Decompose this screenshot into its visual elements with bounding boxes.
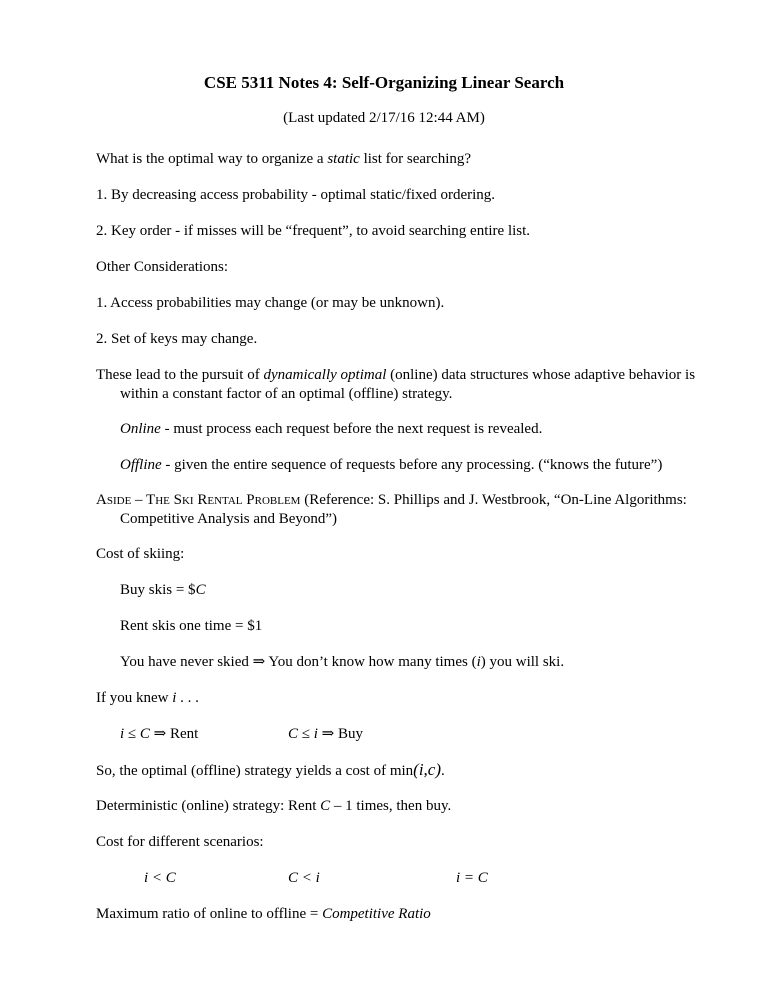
online-definition: Online - must process each request before the next request is revealed. — [120, 421, 543, 437]
scenario-i-equals-c: i = C — [456, 870, 488, 886]
scenarios-heading: Cost for different scenarios: — [96, 834, 264, 850]
cost-of-skiing-heading: Cost of skiing: — [96, 546, 185, 562]
deterministic-strategy: Deterministic (online) strategy: Rent C – 1 times, then buy. — [96, 798, 452, 814]
scenario-i-less-c: i < C — [144, 870, 176, 886]
question-static-list: What is the optimal way to organize a static list for searching? — [96, 151, 472, 167]
last-updated: (Last updated 2/17/16 12:44 AM) — [283, 110, 485, 126]
emphasis-static: static — [327, 151, 360, 167]
term-competitive-ratio: Competitive Ratio — [322, 906, 431, 922]
consideration-1: 1. Access probabilities may change (or may be unknown). — [96, 295, 445, 311]
consideration-2: 2. Set of keys may change. — [96, 331, 258, 347]
rent-skis-cost: Rent skis one time = $1 — [120, 618, 263, 634]
condition-rent: i ≤ C ⇒ Rent — [120, 726, 199, 742]
lead-paragraph-line-2: within a constant factor of an optimal (offline) strategy. — [120, 386, 453, 402]
other-considerations-heading: Other Considerations: — [96, 259, 229, 275]
if-you-knew: If you knew i . . . — [96, 690, 199, 706]
lead-paragraph-line-1: These lead to the pursuit of dynamically optimal (online) data structures whose adaptive behavior is — [96, 367, 696, 383]
competitive-ratio-statement: Maximum ratio of online to offline = Competitive Ratio — [96, 906, 431, 922]
buy-skis-cost: Buy skis = $C — [120, 582, 206, 598]
list-item-2: 2. Key order - if misses will be “frequent”, to avoid searching entire list. — [96, 223, 531, 239]
never-skied-statement: You have never skied ⇒ You don’t know how many times (i) you will ski. — [120, 654, 565, 670]
offline-definition: Offline - given the entire sequence of requests before any processing. (“knows the future”) — [120, 457, 663, 473]
page-title: CSE 5311 Notes 4: Self-Organizing Linear Search — [203, 73, 565, 92]
optimal-cost-statement: So, the optimal (offline) strategy yields a cost of min(i,c). — [96, 760, 445, 779]
term-online: Online — [120, 421, 161, 437]
aside-heading-line-1: ASIDE – THE SKI RENTAL PROBLEM (Reference: S. Phillips and J. Westbrook, “On-Line Algorithms: — [96, 492, 687, 508]
list-item-1: 1. By decreasing access probability - optimal static/fixed ordering. — [96, 187, 496, 203]
scenario-c-less-i: C < i — [288, 870, 320, 886]
condition-buy: C ≤ i ⇒ Buy — [288, 726, 363, 742]
min-function: min — [389, 763, 414, 779]
term-offline: Offline — [120, 457, 162, 473]
emphasis-dynamically-optimal: dynamically optimal — [263, 367, 387, 383]
aside-heading-line-2: Competitive Analysis and Beyond”) — [120, 511, 338, 527]
